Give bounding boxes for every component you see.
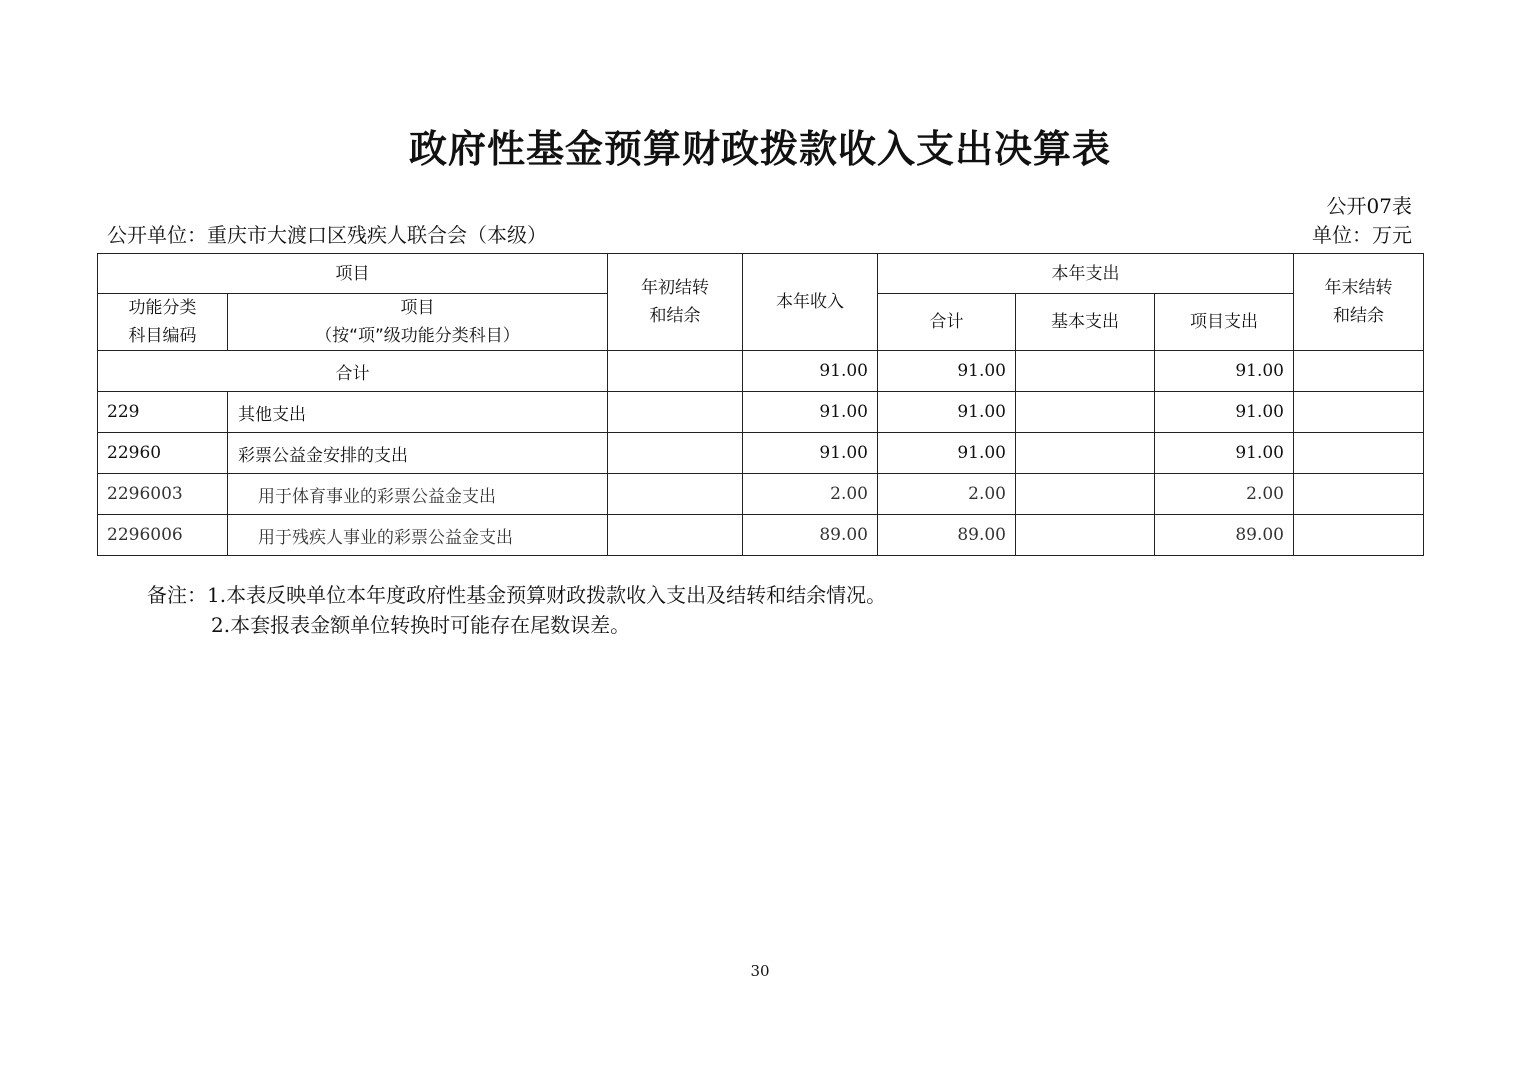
row-expense-basic [1016,515,1155,556]
row-opening [608,433,743,474]
header-opening-balance-text: 年初结转 和结余 [641,278,709,326]
budget-table [97,253,1424,556]
row-expense-basic [1016,474,1155,515]
table-row [98,515,1424,556]
row-income: 2.00 [743,474,878,515]
row-code: 229 [98,392,228,433]
total-expense-total: 91.00 [878,351,1016,392]
table-number: 公开07表 [1326,194,1412,218]
row-code: 22960 [98,433,228,474]
row-expense-project: 2.00 [1155,474,1294,515]
header-opening-balance [608,254,743,351]
header-expense-basic: 基本支出 [1016,294,1155,351]
page-number: 30 [750,962,770,980]
header-code-text: 功能分类 科目编码 [128,298,197,346]
row-name: 用于残疾人事业的彩票公益金支出 [228,515,608,556]
header-expense-project: 项目支出 [1155,294,1294,351]
currency-unit: 单位：万元 [1312,223,1412,247]
total-opening [608,351,743,392]
header-expense-total: 合计 [878,294,1016,351]
row-expense-basic [1016,433,1155,474]
row-opening [608,515,743,556]
note-line-2: 2.本套报表金额单位转换时可能存在尾数误差。 [211,613,631,637]
total-row [98,351,1424,392]
row-expense-total: 2.00 [878,474,1016,515]
total-expense-basic [1016,351,1155,392]
header-income: 本年收入 [743,254,878,351]
reporting-unit: 公开单位：重庆市大渡口区残疾人联合会（本级） [107,223,547,247]
table-row [98,474,1424,515]
row-expense-total: 91.00 [878,433,1016,474]
header-closing-balance-text: 年末结转 和结余 [1324,278,1393,326]
table-row [98,433,1424,474]
page-title: 政府性基金预算财政拨款收入支出决算表 [408,127,1111,171]
row-name: 彩票公益金安排的支出 [228,433,608,474]
table-row [98,392,1424,433]
row-name: 用于体育事业的彩票公益金支出 [228,474,608,515]
row-closing [1294,433,1424,474]
row-income: 89.00 [743,515,878,556]
row-closing [1294,392,1424,433]
row-expense-project: 91.00 [1155,392,1294,433]
row-expense-basic [1016,392,1155,433]
row-name: 其他支出 [228,392,608,433]
row-expense-total: 89.00 [878,515,1016,556]
row-income: 91.00 [743,433,878,474]
row-expense-project: 89.00 [1155,515,1294,556]
header-project-group: 项目 [98,254,608,294]
row-expense-project: 91.00 [1155,433,1294,474]
row-code: 2296006 [98,515,228,556]
row-closing [1294,515,1424,556]
row-closing [1294,474,1424,515]
total-expense-project: 91.00 [1155,351,1294,392]
header-closing-balance [1294,254,1424,351]
note-line-1: 备注：1.本表反映单位本年度政府性基金预算财政拨款收入支出及结转和结余情况。 [147,583,887,607]
total-closing [1294,351,1424,392]
row-expense-total: 91.00 [878,392,1016,433]
header-name-text: 项目 （按“项”级功能分类科目） [315,298,520,346]
total-label: 合计 [98,351,608,392]
header-name [228,294,608,351]
row-income: 91.00 [743,392,878,433]
row-opening [608,392,743,433]
notes [147,580,886,640]
row-code: 2296003 [98,474,228,515]
header-expense-group: 本年支出 [878,254,1294,294]
header-code [98,294,228,351]
row-opening [608,474,743,515]
total-income: 91.00 [743,351,878,392]
